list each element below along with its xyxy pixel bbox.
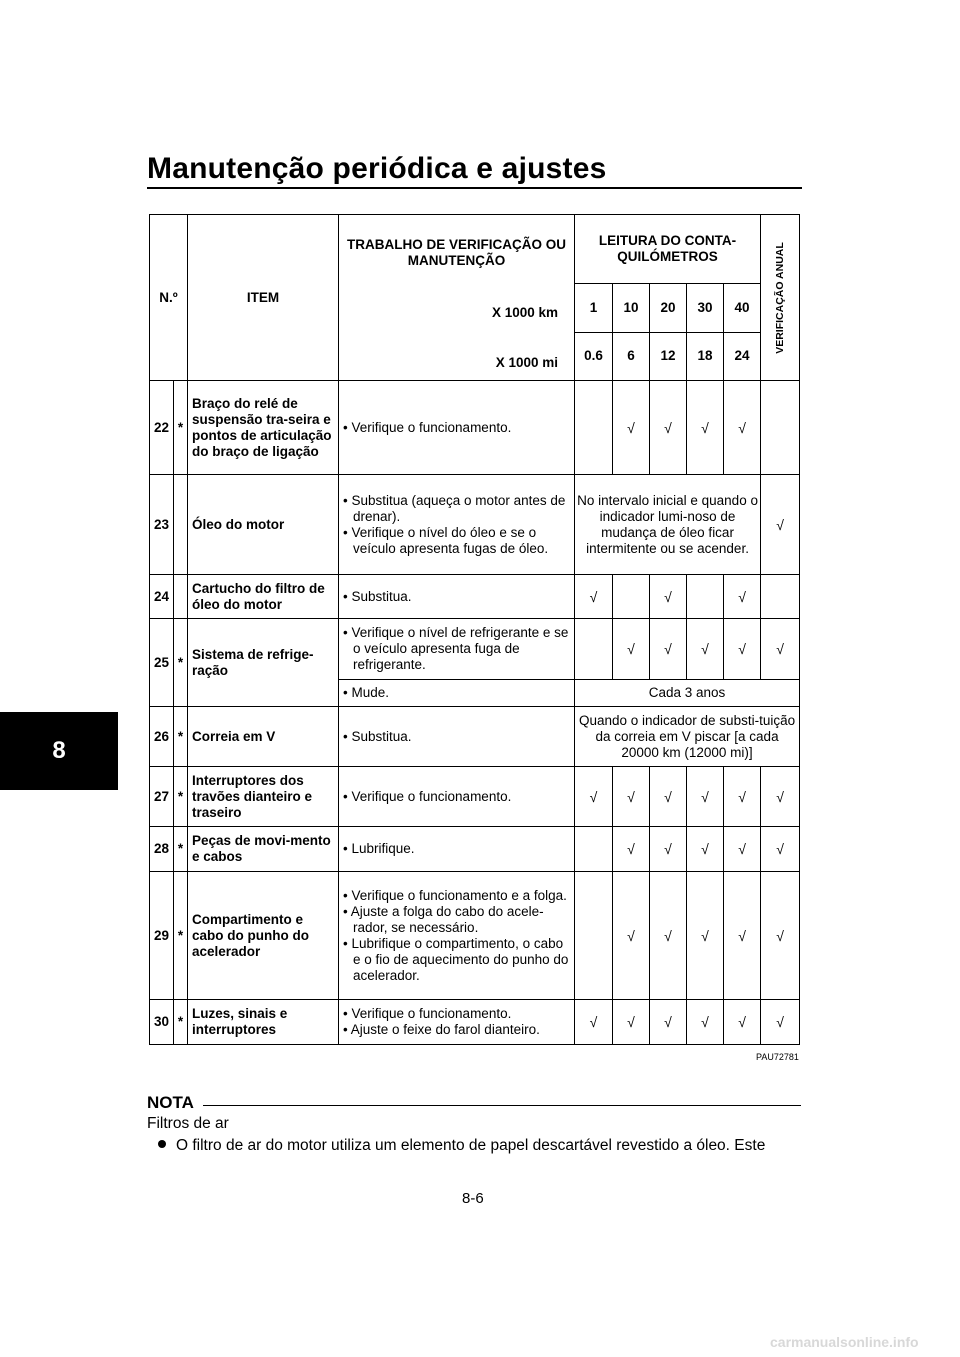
check-cell <box>575 872 613 1000</box>
row-item: Cartucho do filtro de óleo do motor <box>188 575 339 619</box>
check-cell: √ <box>575 767 613 827</box>
row-star: * <box>174 827 188 872</box>
check-cell: √ <box>687 619 724 680</box>
check-cell: √ <box>724 381 761 475</box>
row-work <box>339 872 575 1000</box>
header-no: N.º <box>150 215 188 381</box>
work-line: • Lubrifique o compartimento, o cabo e o fio de aquecimento do punho do acelerador. <box>343 935 569 983</box>
header-work-title: TRABALHO DE VERIFICAÇÃO OU MANUTENÇÃO <box>347 237 566 268</box>
work-line: • Verifique o funcionamento. <box>343 788 512 804</box>
check-cell: √ <box>650 827 687 872</box>
check-cell: √ <box>724 619 761 680</box>
mi-value: 12 <box>650 332 687 380</box>
km-value: 20 <box>650 284 687 332</box>
row-item: Luzes, sinais e interruptores <box>188 1000 339 1045</box>
check-cell: √ <box>761 619 800 680</box>
check-cell: √ <box>650 1000 687 1045</box>
check-cell: √ <box>761 827 800 872</box>
check-cell <box>575 619 613 680</box>
row-work <box>339 767 575 827</box>
row-number: 28 <box>150 827 174 872</box>
row-item: Compartimento e cabo do punho do acelerador <box>188 872 339 1000</box>
check-cell <box>575 381 613 475</box>
row-item: Peças de movi-mento e cabos <box>188 827 339 872</box>
table-row <box>150 575 800 619</box>
check-cell: √ <box>650 767 687 827</box>
check-cell: √ <box>687 381 724 475</box>
table-row <box>150 767 800 827</box>
check-cell: √ <box>761 1000 800 1045</box>
work-line: • Mude. <box>343 685 389 700</box>
row-work <box>339 475 575 575</box>
check-cell: √ <box>687 872 724 1000</box>
work-line: • Ajuste o feixe do farol dianteiro. <box>343 1022 540 1037</box>
row-work <box>339 575 575 619</box>
work-line: • Substitua. <box>343 728 412 744</box>
row-number: 27 <box>150 767 174 827</box>
check-cell <box>761 575 800 619</box>
row-number: 23 <box>150 475 174 575</box>
title-rule <box>147 187 802 189</box>
maintenance-table <box>149 214 800 1045</box>
row-star: * <box>174 767 188 827</box>
nota-subtitle: Filtros de ar <box>147 1115 229 1132</box>
reference-code: PAU72781 <box>756 1052 799 1062</box>
check-cell: √ <box>687 827 724 872</box>
check-cell: √ <box>575 575 613 619</box>
km-value: 30 <box>687 284 724 332</box>
check-cell: √ <box>650 381 687 475</box>
check-cell <box>613 575 650 619</box>
row-work <box>339 619 575 680</box>
mi-value: 0.6 <box>575 332 613 380</box>
row-star: * <box>174 872 188 1000</box>
check-cell <box>575 827 613 872</box>
row-number: 26 <box>150 707 174 767</box>
row-item: Óleo do motor <box>188 475 339 575</box>
mi-value: 24 <box>724 332 761 380</box>
page-number: 8-6 <box>462 1190 484 1207</box>
check-cell: √ <box>724 575 761 619</box>
check-cell: √ <box>650 619 687 680</box>
page-title: Manutenção periódica e ajustes <box>147 152 607 185</box>
work-line: • Verifique o funcionamento e a folga. <box>343 887 567 903</box>
table-row <box>150 827 800 872</box>
check-cell: √ <box>613 1000 650 1045</box>
row-work <box>339 381 575 475</box>
check-cell: √ <box>724 1000 761 1045</box>
table-row <box>150 381 800 475</box>
row-item: Braço do relé de suspensão tra-seira e pontos de articulação do braço de ligação <box>188 381 339 475</box>
table-row <box>150 1000 800 1045</box>
check-cell: √ <box>761 475 800 575</box>
header-odometer: LEITURA DO CONTA-QUILÓMETROS <box>575 215 761 284</box>
row-work <box>339 1000 575 1045</box>
check-cell: √ <box>575 1000 613 1045</box>
row-note: Quando o indicador de substi-tuição da correia em V piscar [a cada 20000 km (12000 mi)] <box>575 707 800 767</box>
check-cell: √ <box>613 827 650 872</box>
check-cell: √ <box>761 872 800 1000</box>
nota-rule <box>203 1105 801 1106</box>
work-line: • Substitua. <box>343 588 412 604</box>
check-cell: √ <box>687 767 724 827</box>
row-star: * <box>174 619 188 707</box>
check-cell: √ <box>687 1000 724 1045</box>
row-item: Sistema de refrige-ração <box>188 619 339 707</box>
km-value: 10 <box>613 284 650 332</box>
chapter-tab: 8 <box>0 712 118 790</box>
row-number: 25 <box>150 619 174 707</box>
nota-bullet <box>158 1137 808 1155</box>
check-cell: √ <box>724 827 761 872</box>
nota-heading: NOTA <box>147 1093 194 1112</box>
header-mi-label: X 1000 mi <box>495 355 558 370</box>
check-cell: √ <box>724 872 761 1000</box>
table-row <box>150 707 800 767</box>
check-cell: √ <box>613 767 650 827</box>
table-row <box>150 872 800 1000</box>
row-star <box>174 475 188 575</box>
mi-value: 6 <box>613 332 650 380</box>
work-line: • Verifique o funcionamento. <box>343 419 512 435</box>
check-cell <box>687 575 724 619</box>
bullet-icon <box>158 1140 166 1148</box>
row-star: * <box>174 707 188 767</box>
watermark: carmanualsonline.info <box>770 1334 919 1350</box>
work-line: • Verifique o funcionamento. <box>343 1006 512 1021</box>
work-line: • Substitua (aqueça o motor antes de drenar). <box>343 492 566 524</box>
work-line: • Lubrifique. <box>343 841 415 856</box>
row-item: Correia em V <box>188 707 339 767</box>
row-work <box>339 827 575 872</box>
row-number: 30 <box>150 1000 174 1045</box>
check-cell <box>761 381 800 475</box>
header-km-label: X 1000 km <box>491 305 558 320</box>
row-note: Cada 3 anos <box>575 680 800 707</box>
header-item: ITEM <box>188 215 339 381</box>
row-work <box>339 707 575 767</box>
check-cell: √ <box>724 767 761 827</box>
row-star: * <box>174 1000 188 1045</box>
row-item: Interruptores dos travões dianteiro e traseiro <box>188 767 339 827</box>
row-number: 22 <box>150 381 174 475</box>
work-line: • Ajuste a folga do cabo do acele-rador, se necessário. <box>343 903 544 935</box>
check-cell: √ <box>613 381 650 475</box>
check-cell: √ <box>761 767 800 827</box>
km-value: 40 <box>724 284 761 332</box>
work-line: • Verifique o nível do óleo e se o veículo apresenta fugas de óleo. <box>343 524 549 556</box>
row-number: 24 <box>150 575 174 619</box>
header-work <box>339 215 575 381</box>
row-note: No intervalo inicial e quando o indicador lumi-noso de mudança de óleo ficar intermitente ou se acender. <box>575 475 761 575</box>
check-cell: √ <box>613 872 650 1000</box>
km-value: 1 <box>575 284 613 332</box>
row-star: * <box>174 381 188 475</box>
nota-bullet-text: O filtro de ar do motor utiliza um elemento de papel descartável revestido a óleo. Este <box>176 1137 766 1154</box>
check-cell: √ <box>613 619 650 680</box>
header-annual-label: VERIFICAÇÃO ANUAL <box>774 241 787 354</box>
row-number: 29 <box>150 872 174 1000</box>
work-line: • Verifique o nível de refrigerante e se o veículo apresenta fuga de refrigerante. <box>343 625 569 672</box>
table-row <box>150 619 800 680</box>
row-star <box>174 575 188 619</box>
check-cell: √ <box>650 872 687 1000</box>
check-cell: √ <box>650 575 687 619</box>
header-annual <box>761 215 800 381</box>
row-work <box>339 680 575 707</box>
mi-value: 18 <box>687 332 724 380</box>
table-row <box>150 475 800 575</box>
